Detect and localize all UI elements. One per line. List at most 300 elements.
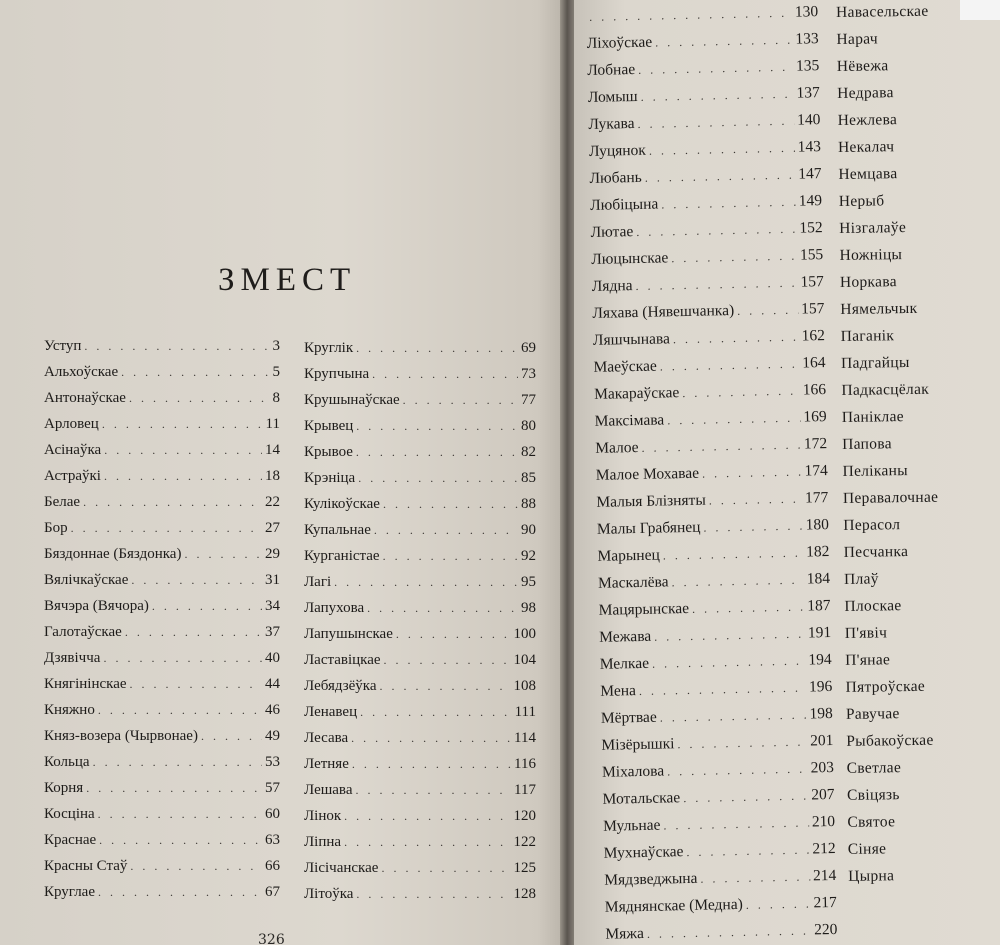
toc-entry-name: Лагі bbox=[304, 574, 332, 590]
toc-entry-page: 130 bbox=[794, 3, 819, 21]
toc-entry bbox=[846, 704, 1000, 733]
page-title: ЗМЕСТ bbox=[218, 262, 357, 298]
toc-entry-name: Рыбакоўскае bbox=[846, 731, 934, 750]
toc-entry-page: 184 bbox=[806, 570, 831, 588]
toc-entry-name: Ленавец bbox=[304, 704, 358, 720]
toc-entry-page: 92 bbox=[521, 548, 536, 564]
toc-entry-name: Паганік bbox=[840, 327, 895, 345]
toc-entry-page: 182 bbox=[806, 543, 830, 561]
toc-entry-page: 18 bbox=[265, 468, 280, 484]
toc-entry-page: 11 bbox=[265, 416, 280, 432]
toc-entry-page: 82 bbox=[521, 444, 536, 460]
toc-entry bbox=[304, 444, 536, 470]
toc-entry-name: Луцянок bbox=[588, 141, 647, 160]
dot-leader bbox=[654, 627, 805, 645]
dot-leader bbox=[93, 755, 262, 770]
toc-column-1 bbox=[44, 338, 280, 910]
toc-entry-page: 3 bbox=[272, 338, 280, 354]
toc-entry-name: Любіцына bbox=[589, 195, 659, 214]
toc-entry-name: Нёвежа bbox=[836, 57, 889, 75]
toc-entry bbox=[44, 754, 280, 780]
toc-entry-name: Лісічанскае bbox=[304, 860, 379, 876]
dot-leader bbox=[660, 357, 800, 375]
toc-entry-page: 40 bbox=[265, 650, 280, 666]
toc-entry-name: Краснае bbox=[44, 832, 97, 848]
toc-entry bbox=[837, 83, 1000, 112]
toc-entry-name: Княгінінскае bbox=[44, 676, 127, 692]
toc-entry-name: Малое Мохавае bbox=[595, 464, 700, 484]
toc-entry-name: Маскалёва bbox=[597, 573, 669, 592]
dot-leader bbox=[98, 807, 262, 822]
toc-entry-page: 34 bbox=[265, 598, 280, 614]
toc-entry-name: Крушынаўскае bbox=[304, 392, 400, 408]
toc-entry bbox=[304, 340, 536, 366]
dot-leader bbox=[384, 653, 511, 668]
toc-entry bbox=[845, 650, 1000, 679]
toc-entry-page: 214 bbox=[812, 866, 837, 885]
dot-leader bbox=[367, 601, 518, 616]
toc-entry-page: 22 bbox=[265, 494, 280, 510]
toc-entry-name: Любань bbox=[589, 168, 642, 187]
toc-entry-page: 66 bbox=[265, 858, 280, 874]
toc-entry-page: 67 bbox=[265, 884, 280, 900]
toc-entry bbox=[44, 416, 280, 442]
toc-entry-page: 155 bbox=[799, 246, 824, 264]
toc-entry-name: Белае bbox=[44, 494, 81, 510]
toc-entry-name: Курганістае bbox=[304, 548, 380, 564]
dot-leader bbox=[661, 195, 796, 213]
toc-entry-page: 157 bbox=[800, 300, 825, 318]
toc-entry-name: Равучае bbox=[845, 705, 900, 723]
toc-entry-page: 147 bbox=[798, 165, 822, 183]
dot-leader bbox=[640, 87, 793, 105]
dot-leader bbox=[637, 114, 794, 132]
toc-entry-name: Уступ bbox=[44, 338, 82, 354]
toc-entry bbox=[841, 326, 1000, 355]
toc-entry-page: 133 bbox=[795, 30, 819, 48]
toc-entry bbox=[44, 494, 280, 520]
toc-entry bbox=[304, 366, 536, 392]
toc-entry bbox=[44, 780, 280, 806]
dot-leader bbox=[130, 859, 262, 874]
toc-entry-name: Мяднянскае (Медна) bbox=[604, 895, 743, 916]
toc-entry bbox=[44, 338, 280, 364]
toc-entry-name: Круглік bbox=[304, 340, 354, 356]
toc-entry-page: 196 bbox=[808, 677, 833, 696]
toc-entry bbox=[845, 677, 1000, 706]
toc-entry-page: 88 bbox=[521, 496, 536, 512]
toc-entry-name: Косціна bbox=[44, 806, 95, 822]
toc-entry bbox=[44, 650, 280, 676]
toc-entry-page: 212 bbox=[812, 839, 836, 858]
dot-leader bbox=[130, 677, 262, 692]
toc-entry bbox=[44, 390, 280, 416]
dot-leader bbox=[356, 419, 518, 434]
toc-entry-name: Макараўскае bbox=[593, 384, 680, 403]
toc-entry-name: Лядна bbox=[591, 277, 633, 295]
toc-entry-name: Альхоўскае bbox=[44, 364, 119, 380]
toc-entry-page: 69 bbox=[521, 340, 536, 356]
toc-entry-page: 77 bbox=[521, 392, 536, 408]
dot-leader bbox=[660, 708, 807, 726]
toc-entry-name: Ліпна bbox=[304, 834, 342, 850]
dot-leader bbox=[102, 417, 263, 432]
toc-entry-name: Святое bbox=[847, 813, 896, 831]
toc-entry-name: Маеўскае bbox=[593, 357, 657, 376]
toc-entry-name: Міхалова bbox=[601, 762, 665, 781]
dot-leader bbox=[99, 833, 262, 848]
toc-entry-page: 137 bbox=[796, 84, 821, 102]
dot-leader bbox=[71, 521, 262, 536]
toc-entry-name: Літоўка bbox=[304, 886, 354, 902]
toc-entry bbox=[304, 678, 536, 704]
toc-entry bbox=[44, 364, 280, 390]
dot-leader bbox=[360, 705, 512, 720]
dot-leader bbox=[635, 276, 797, 294]
toc-entry bbox=[304, 756, 536, 782]
dot-leader bbox=[355, 783, 511, 798]
toc-entry-name: Красны Стаў bbox=[44, 858, 128, 874]
toc-entry-name: Цырна bbox=[848, 867, 895, 885]
dot-leader bbox=[641, 438, 801, 456]
dot-leader bbox=[636, 222, 796, 240]
toc-entry-name: Ластавіцкае bbox=[304, 652, 381, 668]
toc-column-2 bbox=[304, 340, 536, 912]
toc-entry bbox=[838, 137, 1000, 166]
dot-leader bbox=[652, 654, 806, 672]
toc-entry bbox=[304, 470, 536, 496]
toc-entry-page: 210 bbox=[811, 812, 836, 831]
dot-leader bbox=[201, 729, 262, 744]
dot-leader bbox=[645, 168, 796, 186]
background-corner bbox=[960, 0, 1000, 20]
toc-entry bbox=[304, 860, 536, 886]
toc-entry-name: Галотаўскае bbox=[44, 624, 122, 640]
toc-entry-name: Мяжа bbox=[605, 924, 645, 943]
toc-entry-page: 85 bbox=[521, 470, 536, 486]
dot-leader bbox=[352, 757, 511, 772]
toc-entry-page: 31 bbox=[265, 572, 280, 588]
dot-leader bbox=[374, 523, 518, 538]
toc-entry-page: 152 bbox=[799, 219, 823, 237]
toc-entry-page: 27 bbox=[265, 520, 280, 536]
toc-entry-name: Сіняе bbox=[847, 840, 887, 858]
toc-entry-name: Мацярынскае bbox=[598, 599, 690, 619]
toc-entry bbox=[304, 652, 536, 678]
toc-entry-name: Арловец bbox=[44, 416, 99, 432]
dot-leader bbox=[344, 809, 510, 824]
dot-leader bbox=[709, 492, 803, 509]
toc-entry-name: Лукава bbox=[588, 115, 635, 133]
dot-leader bbox=[692, 600, 805, 617]
dot-leader bbox=[682, 384, 800, 401]
dot-leader bbox=[686, 843, 809, 861]
toc-entry-page: 44 bbox=[265, 676, 280, 692]
toc-entry-name: Плаў bbox=[843, 570, 879, 588]
toc-entry bbox=[842, 461, 1000, 490]
toc-entry-name: Падгайцы bbox=[840, 354, 910, 372]
toc-entry-name: Перавалочнае bbox=[842, 488, 939, 507]
toc-entry-page: 95 bbox=[521, 574, 536, 590]
toc-entry bbox=[839, 191, 1000, 220]
dot-leader bbox=[589, 6, 792, 25]
dot-leader bbox=[673, 330, 799, 348]
toc-entry-name: Бяздоннае (Бяздонка) bbox=[44, 546, 182, 562]
toc-entry-name: Малы Грабянец bbox=[596, 518, 701, 538]
toc-entry-page: 164 bbox=[802, 354, 826, 372]
dot-leader bbox=[383, 497, 518, 512]
toc-entry-page: 14 bbox=[265, 442, 280, 458]
toc-entry-name: Мядзведжына bbox=[604, 869, 698, 889]
dot-leader bbox=[667, 762, 808, 780]
toc-entry bbox=[44, 858, 280, 884]
dot-leader bbox=[356, 341, 518, 356]
toc-entry bbox=[304, 834, 536, 860]
toc-entry-page: 217 bbox=[813, 893, 837, 912]
toc-entry-page: 60 bbox=[265, 806, 280, 822]
toc-entry-page: 128 bbox=[513, 886, 536, 902]
toc-entry bbox=[840, 272, 1000, 301]
toc-entry-name: Ломыш bbox=[587, 87, 638, 106]
toc-entry-name: Княжно bbox=[44, 702, 95, 718]
toc-entry bbox=[44, 728, 280, 754]
toc-entry bbox=[304, 522, 536, 548]
toc-entry bbox=[842, 407, 1000, 436]
toc-entry-page: 46 bbox=[265, 702, 280, 718]
toc-entry-name: Крупчына bbox=[304, 366, 370, 382]
toc-entry bbox=[304, 886, 536, 912]
toc-entry-page: 191 bbox=[807, 624, 832, 642]
toc-entry-page: 116 bbox=[514, 756, 536, 772]
toc-entry-page: 122 bbox=[513, 834, 536, 850]
toc-entry-name: Крэніца bbox=[304, 470, 356, 486]
toc-entry bbox=[304, 392, 536, 418]
toc-entry-name: Плоскае bbox=[844, 597, 902, 615]
toc-entry-page: 98 bbox=[521, 600, 536, 616]
toc-entry-name: Свіцязь bbox=[846, 786, 900, 804]
dot-leader bbox=[671, 249, 797, 267]
toc-entry-page: 5 bbox=[272, 364, 280, 380]
toc-entry bbox=[304, 730, 536, 756]
dot-leader bbox=[700, 870, 810, 887]
toc-entry-page: 37 bbox=[265, 624, 280, 640]
toc-entry-page: 177 bbox=[804, 489, 829, 507]
toc-entry-name: Лінок bbox=[304, 808, 342, 824]
dot-leader bbox=[663, 546, 804, 564]
dot-leader bbox=[667, 411, 800, 429]
toc-entry-name: Мульнае bbox=[602, 816, 661, 835]
toc-entry bbox=[605, 921, 838, 945]
dot-leader bbox=[655, 33, 793, 51]
toc-entry bbox=[44, 468, 280, 494]
toc-entry bbox=[304, 496, 536, 522]
toc-entry-name: Круглае bbox=[44, 884, 95, 900]
toc-entry-name: Мотальскае bbox=[602, 789, 681, 808]
toc-entry bbox=[837, 56, 1000, 85]
toc-entry bbox=[846, 731, 1000, 760]
toc-entry-name: Пятроўскае bbox=[845, 677, 926, 696]
dot-leader bbox=[639, 681, 806, 699]
toc-entry bbox=[841, 353, 1000, 382]
dot-leader bbox=[381, 861, 510, 876]
toc-entry-name: Бор bbox=[44, 520, 68, 536]
toc-entry bbox=[845, 623, 1000, 652]
dot-leader bbox=[663, 816, 809, 834]
toc-entry-name: Недрава bbox=[837, 84, 894, 102]
toc-entry-page: 49 bbox=[265, 728, 280, 744]
toc-entry bbox=[841, 380, 1000, 409]
toc-entry-name: Марынец bbox=[597, 546, 660, 565]
toc-entry-page: 114 bbox=[514, 730, 536, 746]
dot-leader bbox=[334, 575, 518, 590]
toc-entry-name: Малое bbox=[595, 438, 639, 457]
toc-entry bbox=[844, 596, 1000, 625]
toc-entry-page: 187 bbox=[807, 597, 831, 615]
toc-entry-name: Норкава bbox=[839, 273, 897, 291]
toc-entry bbox=[304, 418, 536, 444]
dot-leader bbox=[98, 703, 262, 718]
dot-leader bbox=[380, 679, 511, 694]
toc-entry-name: Антонаўскае bbox=[44, 390, 126, 406]
toc-entry bbox=[843, 488, 1000, 517]
toc-entry-name: Падкасцёлак bbox=[841, 380, 930, 399]
toc-entry-name: П'янае bbox=[845, 651, 891, 669]
dot-leader bbox=[403, 393, 518, 408]
toc-entry-name: Корня bbox=[44, 780, 84, 796]
toc-entry bbox=[847, 758, 1000, 787]
toc-entry-name: Асінаўка bbox=[44, 442, 102, 458]
toc-entry bbox=[847, 785, 1000, 814]
toc-entry-name: Дзявічча bbox=[44, 650, 101, 666]
toc-entry-page: 198 bbox=[809, 704, 834, 723]
toc-entry-page: 135 bbox=[795, 57, 820, 75]
toc-entry-name: Немцава bbox=[838, 165, 898, 183]
dot-leader bbox=[129, 391, 270, 406]
dot-leader bbox=[638, 60, 793, 78]
toc-entry-name: Пеліканы bbox=[842, 462, 909, 480]
toc-entry-name: Княз-возера (Чырвонае) bbox=[44, 728, 198, 744]
dot-leader bbox=[702, 465, 802, 482]
toc-entry-name: Купальнае bbox=[304, 522, 371, 538]
toc-column-3 bbox=[586, 3, 838, 945]
toc-entry-page: 194 bbox=[808, 650, 832, 669]
dot-leader bbox=[647, 923, 812, 941]
dot-leader bbox=[703, 519, 802, 536]
dot-leader bbox=[358, 471, 518, 486]
toc-entry-name: Лобнае bbox=[587, 60, 636, 79]
toc-entry bbox=[304, 626, 536, 652]
toc-entry-name: Вялічкаўскае bbox=[44, 572, 129, 588]
toc-entry-name: П'явіч bbox=[844, 624, 888, 642]
dot-leader bbox=[121, 365, 269, 380]
toc-entry-page: 73 bbox=[521, 366, 536, 382]
toc-entry bbox=[838, 110, 1000, 139]
toc-entry bbox=[304, 782, 536, 808]
dot-leader bbox=[737, 303, 798, 319]
dot-leader bbox=[98, 885, 262, 900]
toc-entry-name: Лесава bbox=[304, 730, 349, 746]
toc-entry-page: 53 bbox=[265, 754, 280, 770]
toc-entry-page: 169 bbox=[803, 408, 827, 426]
dot-leader bbox=[649, 141, 795, 159]
toc-entry-page: 108 bbox=[513, 678, 536, 694]
dot-leader bbox=[84, 339, 269, 354]
toc-entry bbox=[304, 548, 536, 574]
toc-entry-name: Паніклае bbox=[841, 408, 904, 426]
right-page bbox=[574, 0, 1000, 945]
toc-entry-page: 143 bbox=[797, 138, 822, 156]
toc-entry-page: 29 bbox=[265, 546, 280, 562]
toc-entry-name: Песчанка bbox=[843, 543, 909, 561]
toc-entry-name: Нямельчык bbox=[840, 299, 918, 318]
dot-leader bbox=[383, 549, 518, 564]
toc-entry-name: Вячэра (Вячора) bbox=[44, 598, 149, 614]
toc-entry-page: 203 bbox=[810, 758, 835, 777]
toc-entry-page: 117 bbox=[514, 782, 536, 798]
dot-leader bbox=[152, 599, 262, 614]
toc-entry-name: Нежлева bbox=[837, 111, 898, 129]
toc-entry bbox=[844, 569, 1000, 598]
toc-entry-name: Лешава bbox=[304, 782, 353, 798]
toc-entry bbox=[839, 245, 1000, 274]
toc-entry-page: 57 bbox=[265, 780, 280, 796]
toc-entry bbox=[844, 542, 1000, 571]
dot-leader bbox=[104, 469, 262, 484]
page-number: 326 bbox=[258, 932, 285, 945]
toc-entry-page: 220 bbox=[813, 920, 838, 939]
dot-leader bbox=[104, 443, 262, 458]
toc-entry bbox=[44, 598, 280, 624]
dot-leader bbox=[746, 896, 811, 912]
toc-entry-name: Ляшчынава bbox=[592, 330, 671, 349]
dot-leader bbox=[677, 735, 807, 753]
toc-entry bbox=[848, 839, 1000, 868]
toc-entry bbox=[304, 704, 536, 730]
dot-leader bbox=[671, 573, 804, 591]
toc-entry-page: 140 bbox=[796, 111, 821, 129]
toc-entry-page: 174 bbox=[804, 462, 828, 480]
toc-entry-name: Лютае bbox=[590, 223, 634, 241]
toc-entry bbox=[843, 515, 1000, 544]
toc-entry-name: Папова bbox=[842, 435, 892, 453]
toc-entry-name: Ножніцы bbox=[839, 246, 903, 264]
toc-entry-page: 90 bbox=[521, 522, 536, 538]
toc-entry-name: Люцынскае bbox=[591, 249, 669, 268]
toc-entry-page: 166 bbox=[802, 381, 827, 399]
toc-entry-name: Лапухова bbox=[304, 600, 365, 616]
toc-entry-name: Мелкае bbox=[599, 654, 650, 673]
toc-entry bbox=[848, 866, 1000, 895]
toc-entry-page: 8 bbox=[272, 390, 280, 406]
dot-leader bbox=[396, 627, 511, 642]
toc-column-4 bbox=[836, 2, 1000, 895]
toc-entry-page: 201 bbox=[809, 731, 834, 750]
toc-entry-name: Навасельскае bbox=[836, 2, 929, 21]
dot-leader bbox=[356, 887, 510, 902]
dot-leader bbox=[86, 781, 262, 796]
toc-entry bbox=[44, 546, 280, 572]
toc-entry bbox=[839, 218, 1000, 247]
toc-entry-name: Ляхава (Нявешчанка) bbox=[592, 301, 735, 322]
toc-entry-page: 104 bbox=[513, 652, 536, 668]
toc-entry-page: 63 bbox=[265, 832, 280, 848]
toc-entry bbox=[44, 624, 280, 650]
toc-entry-name: Межава bbox=[599, 627, 652, 646]
toc-entry-page: 207 bbox=[811, 785, 835, 804]
toc-entry-page: 80 bbox=[521, 418, 536, 434]
toc-entry-page: 157 bbox=[800, 273, 824, 291]
dot-leader bbox=[356, 445, 518, 460]
